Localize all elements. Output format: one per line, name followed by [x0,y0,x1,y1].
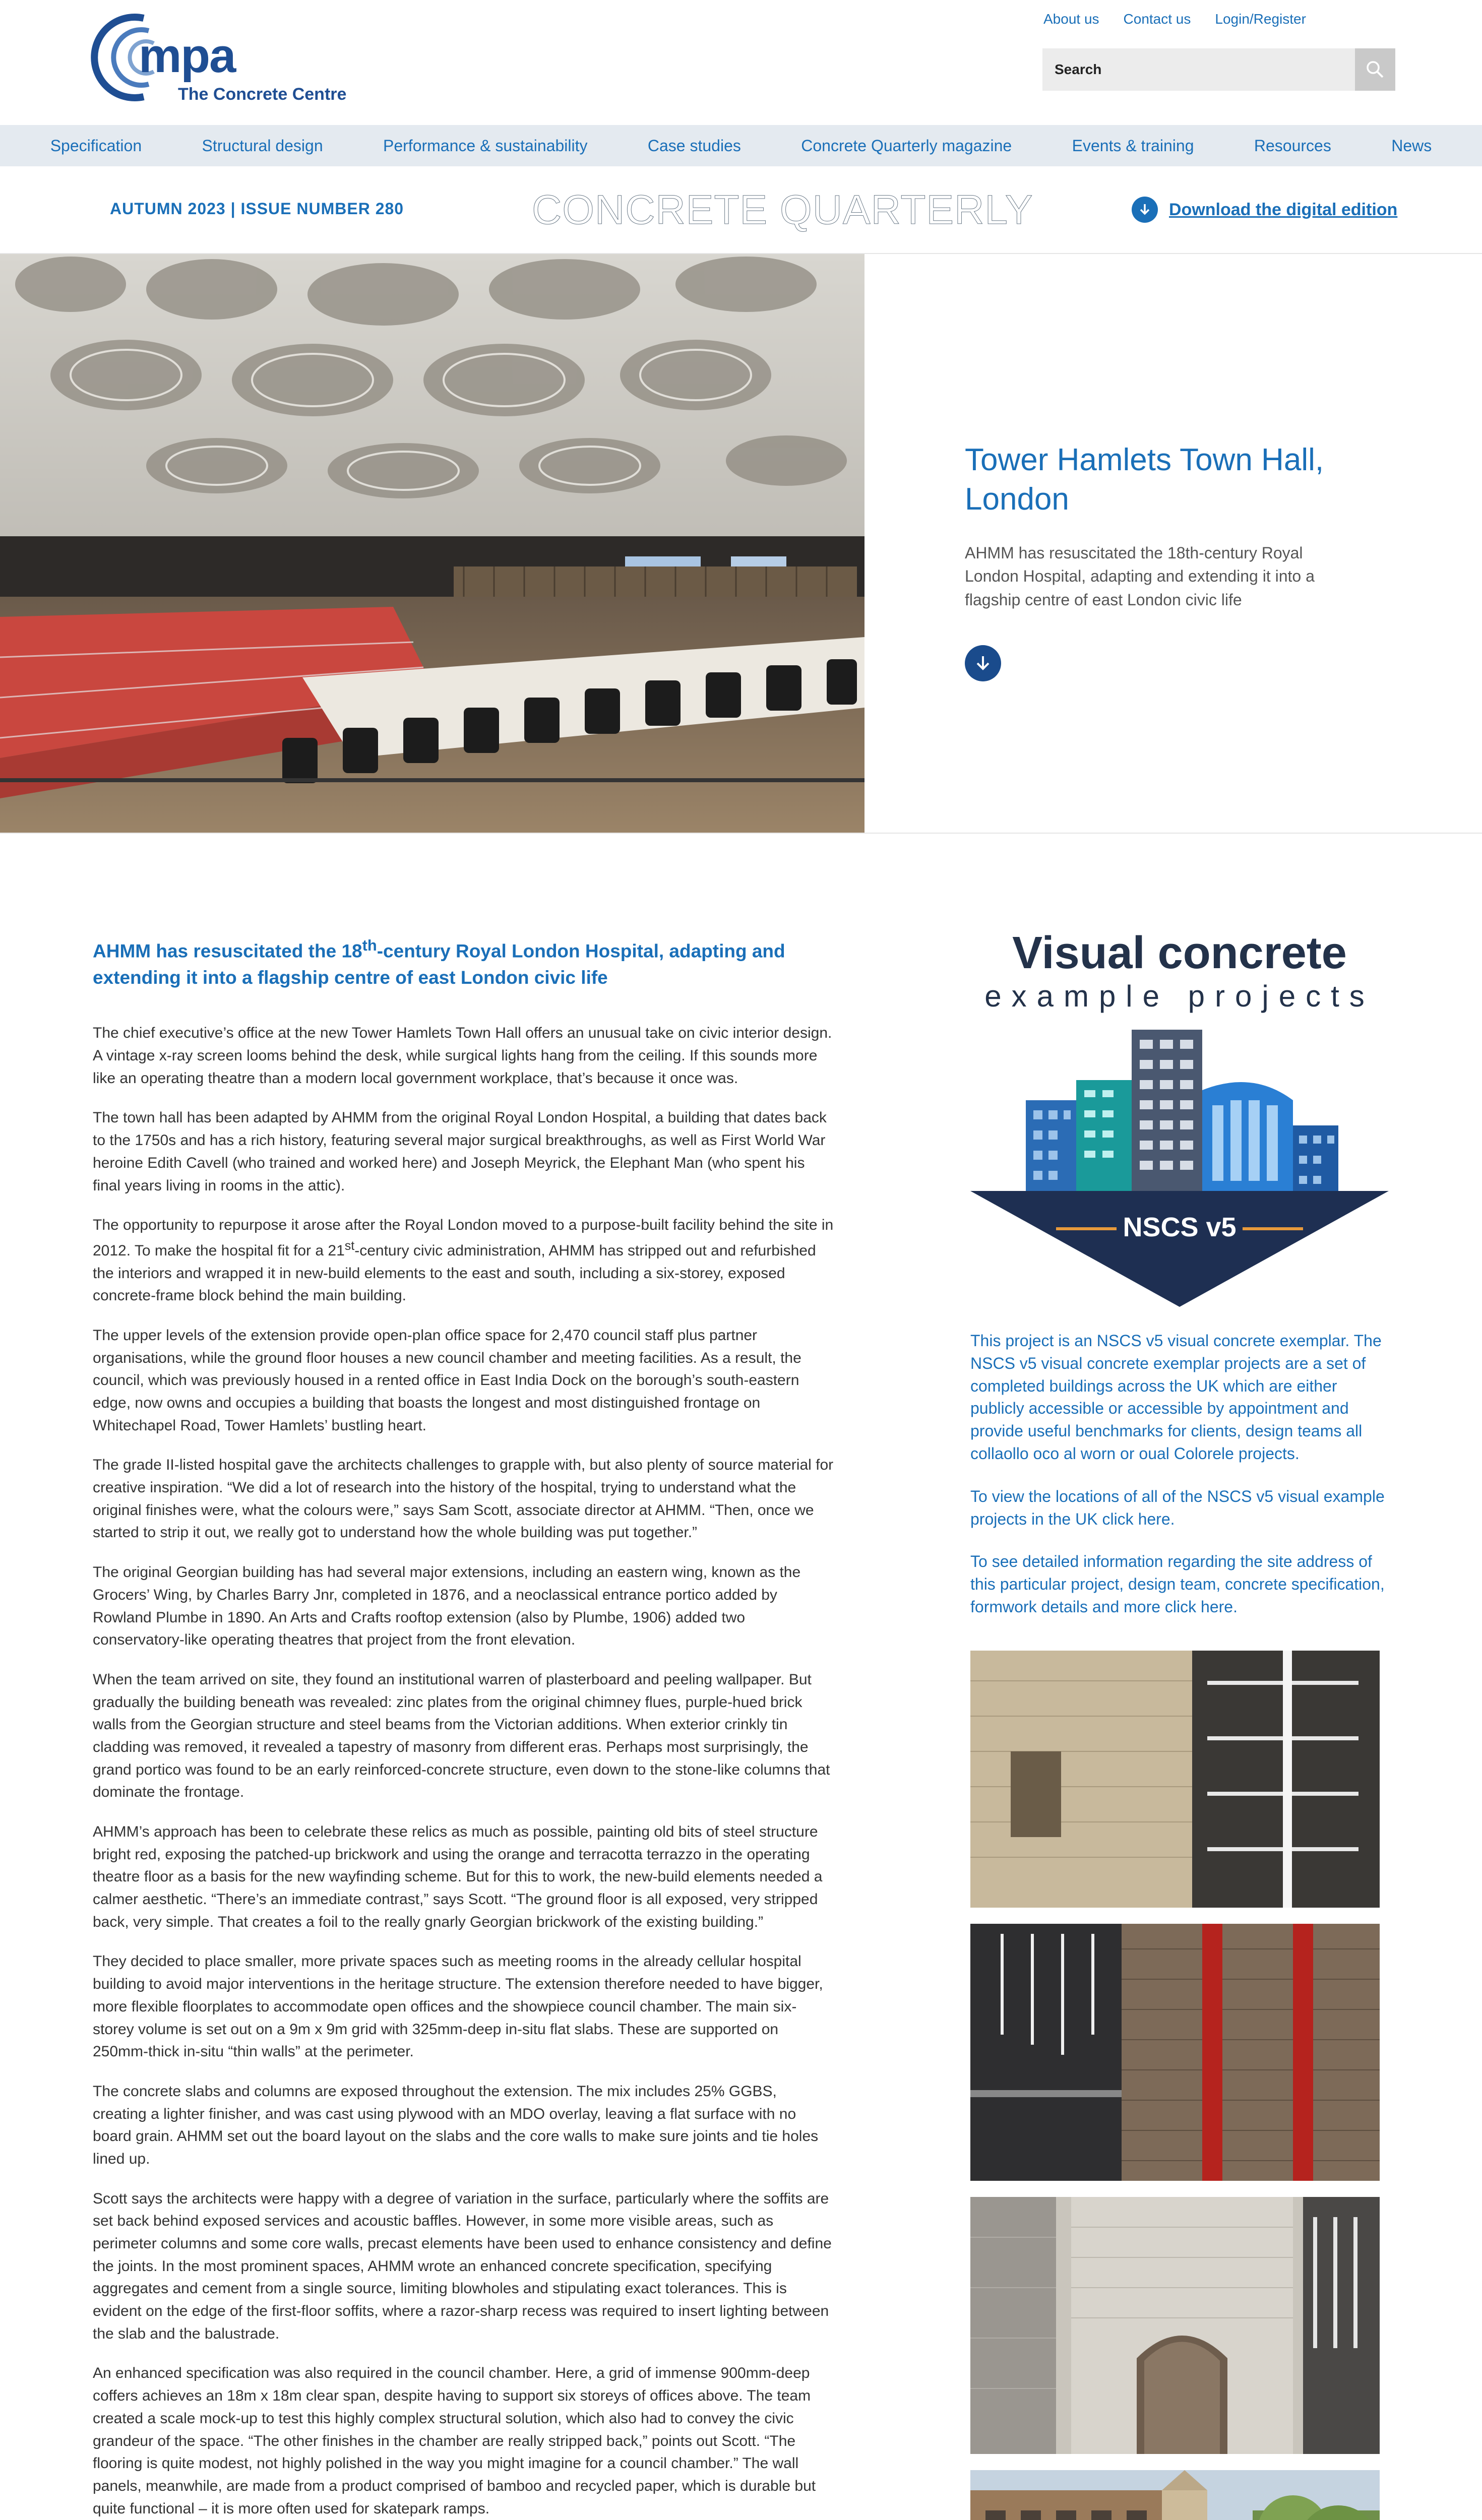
article-paragraph: An enhanced specification was also required in the council chamber. Here, a grid of immense 900mm-deep coffers achieves an 18m x 18m clear span, despite having to support six storeys of offices above. The team created a scale mock-up to test this highly complex structural solution, which also had to convey the civic grandeur of the space. “The other finishes in the chamber are really stripped back,” points out Scott. “The flooring is quite modest, not highly polished in the way you might imagine for a council chamber.” The wall panels, meanwhile, are made from a product comprised of bamboo and recycled paper, which is durable but quite functional – it is more often used for skatepark ramps. [93,2365,816,2517]
hero-image-council-chamber [0,254,865,833]
article-paragraph: The grade II-listed hospital gave the architects challenges to grapple with, but also plenty of source material for creative inspiration. “We did a lot of research into the history of the hospital, trying to understand what the original finishes were, what the colours were,” says Sam Scott, associate director at AHMM. “Then, once we started to strip it out, we really got to understand how the whole building was put together.” [93,1457,834,1541]
login-register-link[interactable]: Login/Register [1215,11,1306,27]
nav-case-studies[interactable]: Case studies [647,136,741,155]
article-paragraph [93,1214,834,1307]
scroll-down-button[interactable] [965,645,1001,681]
lede-text-2: -century Royal London Hospital, adapting and extending it into a flagship centre of east London civic life [93,940,785,988]
view-locations-link[interactable]: To view the locations of all of the NSCS v5 visual example projects in the UK click here. [970,1487,1385,1528]
hero-subtitle: AHMM has resuscitated the 18th-century Royal London Hospital, adapting and extending it into a flagship centre of east London civic life [965,544,1315,609]
nscs-v5-label: NSCS v5 [1123,1212,1237,1242]
para-text-2: -century civic administration, AHMM has stripped out and refurbished the interiors and wrapped it in new-build elements to the east and south, including a six-storey, exposed concrete-frame block behind the main building. [93,1242,816,1304]
article-paragraph: The chief executive’s office at the new Tower Hamlets Town Hall offers an unusual take on civic interior design. A vintage x-ray screen looms behind the desk, while surgical lights hang from the ceiling. If this sounds more like an operating theatre than a modern local government workplace, that’s because it once was. [93,1025,832,1087]
lede-sup: th [362,936,377,954]
download-digital-edition-link[interactable] [1132,197,1397,223]
logo-subtitle: The Concrete Centre [178,85,347,104]
visual-concrete-subtitle: example projects [984,979,1375,1013]
top-links [1043,11,1306,27]
lede-text-1: AHMM has resuscitated the 18 [93,940,362,962]
search-button[interactable] [1355,48,1395,91]
main-nav [0,125,1482,166]
arrow-down-icon [973,653,993,673]
issue-bar [0,166,1482,254]
search-input[interactable] [1042,48,1355,91]
project-photos [970,1651,1389,2520]
photo-atrium-brickwork[interactable] [970,1651,1380,1908]
nav-news[interactable]: News [1391,136,1432,155]
article-paragraph: The town hall has been adapted by AHMM from the original Royal London Hospital, a building that dates back to the 1750s and has a rich history, featuring several major surgical breakthroughs, as well as First World War heroine Edith Cavell (who trained and worked here) and Joseph Meyrick, the Elephant Man (who spent his final years living in rooms in the attic). [93,1109,827,1194]
nav-resources[interactable]: Resources [1254,136,1331,155]
para-text-1: The opportunity to repurpose it arose after the Royal London moved to a purpose-built facility behind the site in 2012. To make the hospital fit for a 21 [93,1217,834,1259]
article-paragraph: They decided to place smaller, more private spaces such as meeting rooms in the already cellular hospital building to avoid major interventions in the heritage structure. The extension therefore needed to have bigger, more flexible floorplates to accommodate open offices and the showpiece council chamber. The main six-storey volume is set out on a 9m x 9m grid with 325mm-deep in-situ flat slabs. These are supported on 250mm-thick in-situ “thin walls” at the perimeter. [93,1953,823,2060]
nscs-description: This project is an NSCS v5 visual concrete exemplar. The NSCS v5 visual concrete exemplar projects are a set of completed buildings across the UK which are either publicly accessible or accessible by appointment and provide useful benchmarks for clients, design teams all collaollo oco al worn or oual Colorele projects. [970,1332,1382,1463]
para-sup: st [344,1238,355,1253]
contact-us-link[interactable]: Contact us [1123,11,1191,27]
sidebar [970,930,1389,2520]
article-paragraph: The concrete slabs and columns are exposed throughout the extension. The mix includes 25% GGBS, creating a lighter finisher, and was cast using plywood with an MDO overlay, leaving a flat surface with no board grain. AHMM set out the board layout on the slabs and the core walls to make sure joints and tie holes lined up. [93,2083,819,2167]
article-paragraph: Scott says the architects were happy with a degree of variation in the surface, particularly where the soffits are set back behind exposed services and acoustic baffles. However, in some more visible areas, such as perimeter columns and some core walls, precast elements have been used to enhance consistency and define the joints. In the most prominent spaces, AHMM wrote an enhanced concrete specification, specifying aggregates and cement from a single source, limiting blowholes and stipulating exact tolerances. This is evident on the edge of the first-floor soffits, where a razor-sharp recess was required to insert lighting between the slab and the balustrade. [93,2190,832,2342]
download-label: Download the digital edition [1169,200,1398,219]
nav-structural-design[interactable]: Structural design [202,136,323,155]
photo-stone-arch[interactable] [970,2197,1380,2454]
mpa-logo[interactable] [83,8,365,107]
about-us-link[interactable]: About us [1043,11,1099,27]
project-details-link[interactable]: To see detailed information regarding the site address of this particular project, design team, concrete specification, formwork details and more click here. [970,1552,1385,1616]
nav-events-training[interactable]: Events & training [1072,136,1194,155]
search-icon [1365,59,1385,80]
search-bar [1042,48,1395,91]
site-header [0,0,1482,125]
article-lede [93,934,834,991]
nav-specification[interactable]: Specification [50,136,142,155]
article-paragraph: AHMM’s approach has been to celebrate these relics as much as possible, painting old bits of steel structure bright red, exposing the patched-up brickwork and using the orange and terracotta terrazzo in the operating theatre floor as a basis for the new wayfinding scheme. But for this to work, the new-build elements needed a calmer aesthetic. “There’s an immediate contrast,” says Scott. “The ground floor is all exposed, very stripped back, very simple. That creates a foil to the really gnarly Georgian brickwork of the existing building.” [93,1823,823,1930]
issue-label: AUTUMN 2023 | ISSUE NUMBER 280 [110,200,404,218]
article-paragraph: The upper levels of the extension provide open-plan office space for 2,470 council staff plus partner organisations, while the ground floor houses a new council chamber and meeting facilities. As a result, the council, which was previously housed in a rented office in East India Dock on the borough’s south-eastern edge, now owns and occupies a building that boasts the longest and most distinguished frontage on Whitechapel Road, Tower Hamlets’ bustling heart. [93,1327,801,1434]
logo-mpa-text: mpa [139,29,235,83]
article-body [93,934,834,2520]
hero-title: Tower Hamlets Town Hall, London [965,443,1324,517]
photo-street-frontage[interactable] [970,2470,1380,2520]
nav-performance-sustainability[interactable]: Performance & sustainability [383,136,588,155]
magazine-title: CONCRETE QUARTERLY [532,187,1033,233]
nav-concrete-quarterly[interactable]: Concrete Quarterly magazine [801,136,1012,155]
hero-section [0,254,1482,834]
article-paragraph: The original Georgian building has had several major extensions, including an eastern wing, known as the Grocers’ Wing, by Charles Barry Jnr, completed in 1876, and a neoclassical entrance portico added by Rowland Plumbe in 1890. An Arts and Crafts rooftop extension (also by Plumbe, 1906) added two conservatory-like operating theatres that project from the front elevation. [93,1564,801,1649]
nscs-buildings-illustration [970,1025,1389,1307]
article-paragraph: When the team arrived on site, they found an institutional warren of plasterboard and peeling wallpaper. But gradually the building beneath was revealed: zinc plates from the original chimney flues, purple-hued brick walls from the Georgian structure and steel beams from the Victorian additions. When exterior crinkly tin cladding was removed, it revealed a tapestry of masonry from different eras. Perhaps most surprisingly, the grand portico was found to be an early reinforced-concrete structure, even down to the stone-like columns that dominate the frontage. [93,1671,830,1801]
photo-red-steel-beams[interactable] [970,1924,1380,2181]
download-icon [1132,197,1158,223]
visual-concrete-title: Visual concrete [1012,928,1347,978]
